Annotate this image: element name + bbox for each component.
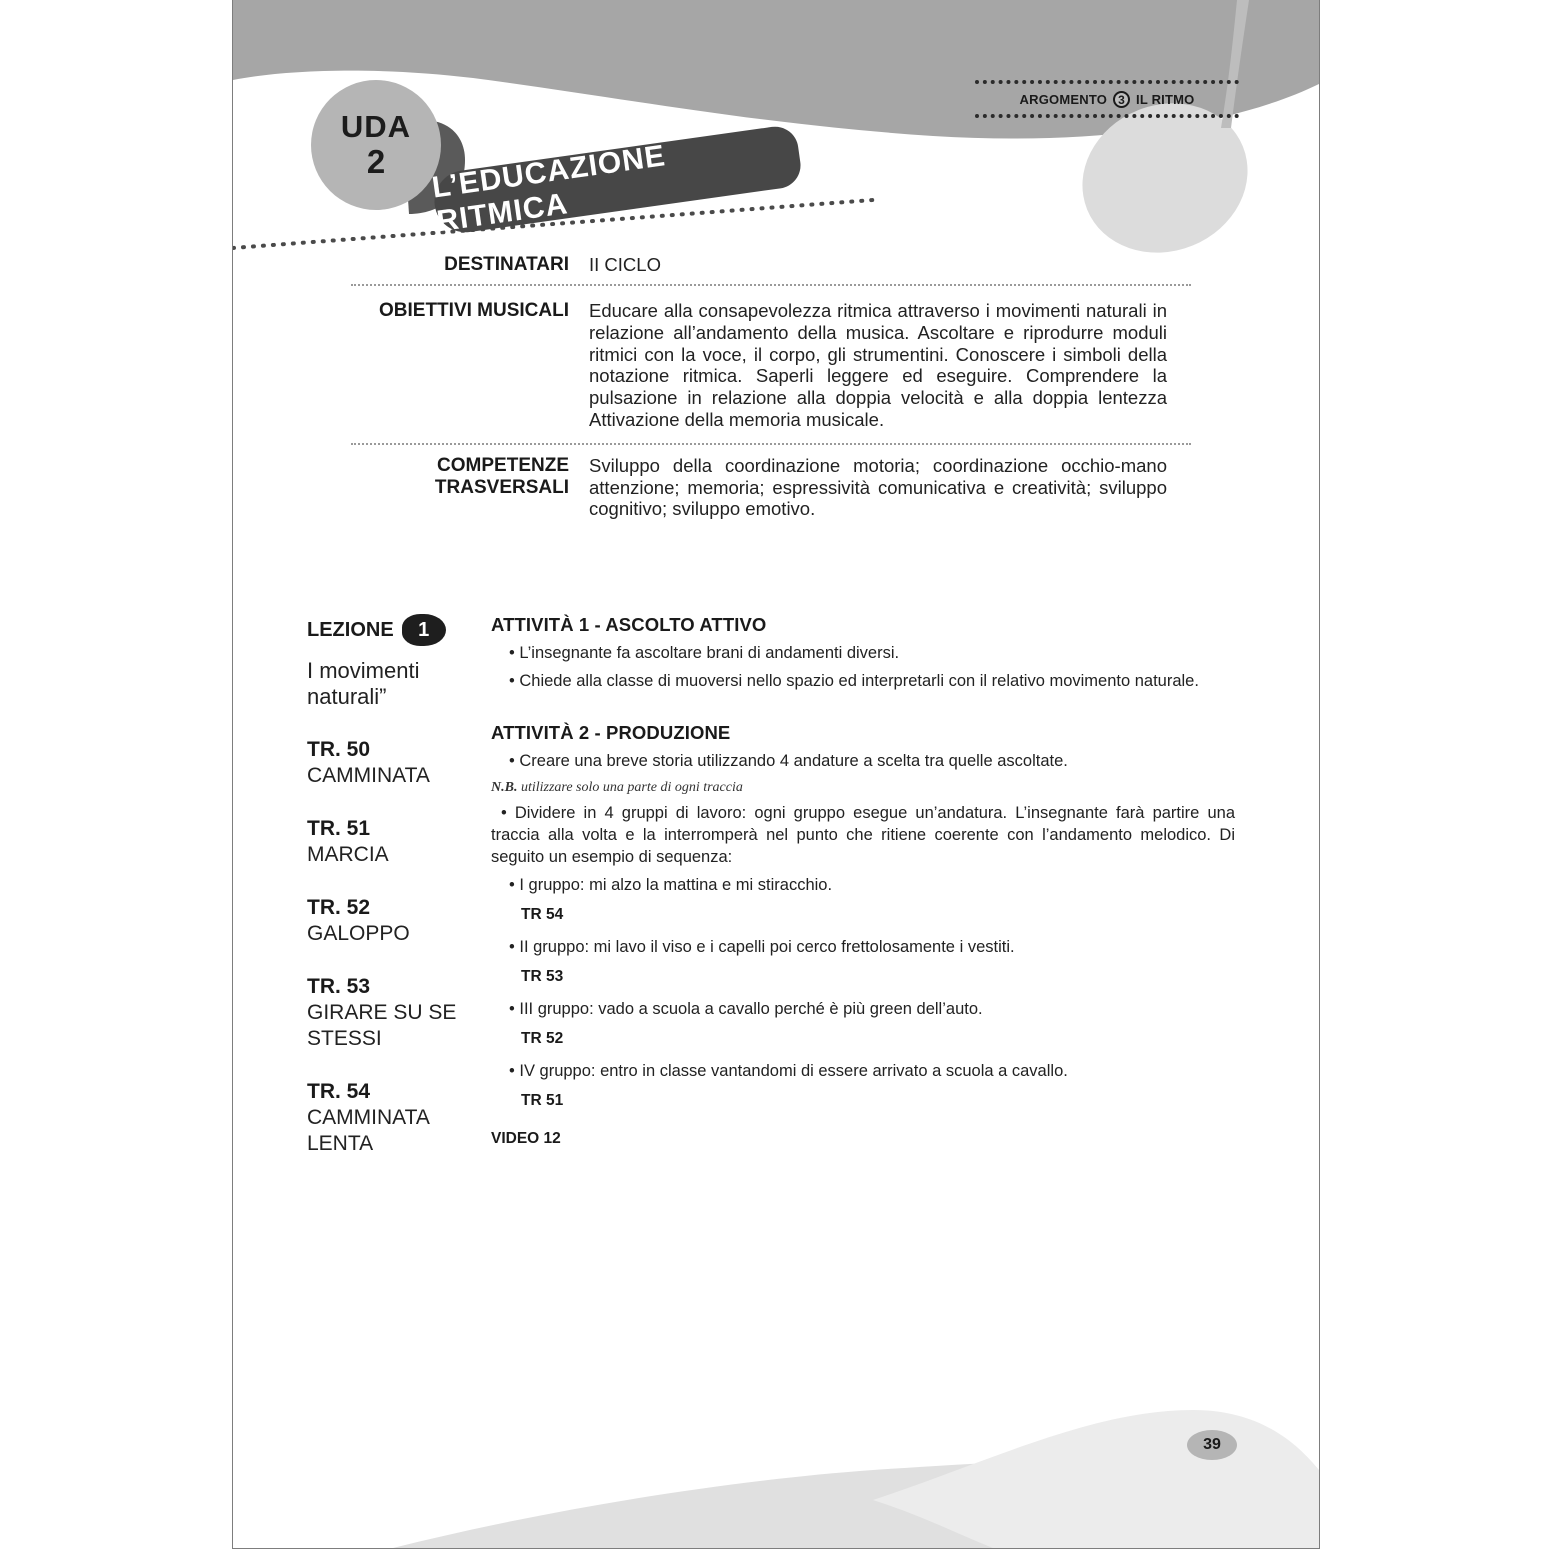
competenze-label-line2: TRASVERSALI <box>434 476 569 498</box>
nb-label: N.B. <box>491 780 518 795</box>
uda-badge <box>311 80 441 210</box>
video-reference: VIDEO 12 <box>491 1130 561 1147</box>
group-item: • II gruppo: mi lavo il viso e i capelli poi cerco frettolosamente i vestiti. <box>509 938 1015 956</box>
group-track: TR 53 <box>521 968 564 985</box>
attivita2-title: ATTIVITÀ 2 - PRODUZIONE <box>491 722 731 743</box>
argomento-title: IL RITMO <box>1136 92 1195 107</box>
track-number: TR. 53 <box>307 975 371 998</box>
track-item <box>307 974 467 1052</box>
track-name: MARCIA <box>307 843 389 866</box>
lezione-title: I movimenti naturali” <box>307 658 420 709</box>
track-name: CAMMINATA LENTA <box>307 1106 429 1155</box>
track-name: CAMMINATA <box>307 764 430 787</box>
lezione-sidebar <box>307 614 467 1157</box>
uda-label: UDA <box>340 109 412 144</box>
track-name: GALOPPO <box>307 922 410 945</box>
header-dots-bottom <box>975 114 1239 118</box>
competenze-value: Sviluppo della coordinazione motoria; coordinazione occhio-mano attenzione; memoria; espressività comunicativa e creatività; sviluppo cognitivo; sviluppo emotivo. <box>589 454 1167 520</box>
competenze-label-line1: COMPETENZE <box>437 454 569 476</box>
uda-title: L’EDUCAZIONE RITMICA <box>430 139 668 239</box>
page-number: 39 <box>1187 1430 1237 1460</box>
competenze-row <box>351 445 1191 520</box>
group-track: TR 51 <box>521 1092 564 1109</box>
lezione-header <box>307 614 467 646</box>
track-item <box>307 816 467 868</box>
attivita2-paragraph: • Dividere in 4 gruppi di lavoro: ogni gruppo esegue un’andatura. L’insegnante farà partire una traccia alla volta e la interromperà nel punto che ritiene coerente con l’andamento melodico. Di seguito un esempio di sequenza: <box>491 804 1235 866</box>
track-number: TR. 54 <box>307 1080 371 1103</box>
uda-number: 2 <box>366 143 386 180</box>
destinatari-label: DESTINATARI <box>444 254 569 275</box>
track-number: TR. 51 <box>307 817 371 840</box>
track-item <box>307 737 467 789</box>
track-name: GIRARE SU SE STESSI <box>307 1001 457 1050</box>
attivita1-bullet: • L’insegnante fa ascoltare brani di andamenti diversi. <box>509 644 900 662</box>
info-table <box>351 254 1191 520</box>
lezione-label: LEZIONE <box>307 618 394 641</box>
lezione-number-badge: 1 <box>402 614 446 646</box>
obiettivi-value: Educare alla consapevolezza ritmica attraverso i movimenti naturali in relazione all’andamento della musica. Ascoltare e riprodurre moduli ritmici con la voce, il corpo, gli strumentini. Conoscere i simboli della notazione ritmica. Saperli leggere ed eseguire. Comprendere la pulsazione in relazione alla doppia velocità e alla doppia lentezza Attivazione della memoria musicale. <box>589 300 1167 430</box>
destinatari-row <box>351 254 1191 286</box>
destinatari-value: II CICLO <box>589 254 661 275</box>
track-number: TR. 52 <box>307 896 371 919</box>
activities-column <box>491 614 1235 1148</box>
attivita1-bullet: • Chiede alla classe di muoversi nello spazio ed interpretarli con il relativo movimento naturale. <box>509 672 1199 690</box>
group-track: TR 52 <box>521 1030 564 1047</box>
argomento-number-badge: 3 <box>1113 91 1130 108</box>
group-item: • III gruppo: vado a scuola a cavallo perché è più green dell’auto. <box>509 1000 983 1018</box>
argomento-line <box>975 84 1239 114</box>
argomento-label: ARGOMENTO <box>1019 92 1108 107</box>
competenze-label <box>351 455 569 520</box>
group-item: • I gruppo: mi alzo la mattina e mi stiracchio. <box>509 876 833 894</box>
nb-note <box>491 780 1235 796</box>
argomento-header <box>975 80 1239 118</box>
track-item <box>307 1079 467 1157</box>
page <box>232 0 1320 1549</box>
attivita2-bullet: • Creare una breve storia utilizzando 4 andature a scelta tra quelle ascoltate. <box>509 752 1068 770</box>
obiettivi-label: OBIETTIVI MUSICALI <box>379 300 569 321</box>
nb-text: utilizzare solo una parte di ogni traccia <box>520 780 743 795</box>
group-item: • IV gruppo: entro in classe vantandomi di essere arrivato a scuola a cavallo. <box>509 1062 1068 1080</box>
attivita1-title: ATTIVITÀ 1 - ASCOLTO ATTIVO <box>491 614 767 635</box>
track-number: TR. 50 <box>307 738 371 761</box>
track-item <box>307 895 467 947</box>
group-track: TR 54 <box>521 906 564 923</box>
obiettivi-row <box>351 286 1191 445</box>
